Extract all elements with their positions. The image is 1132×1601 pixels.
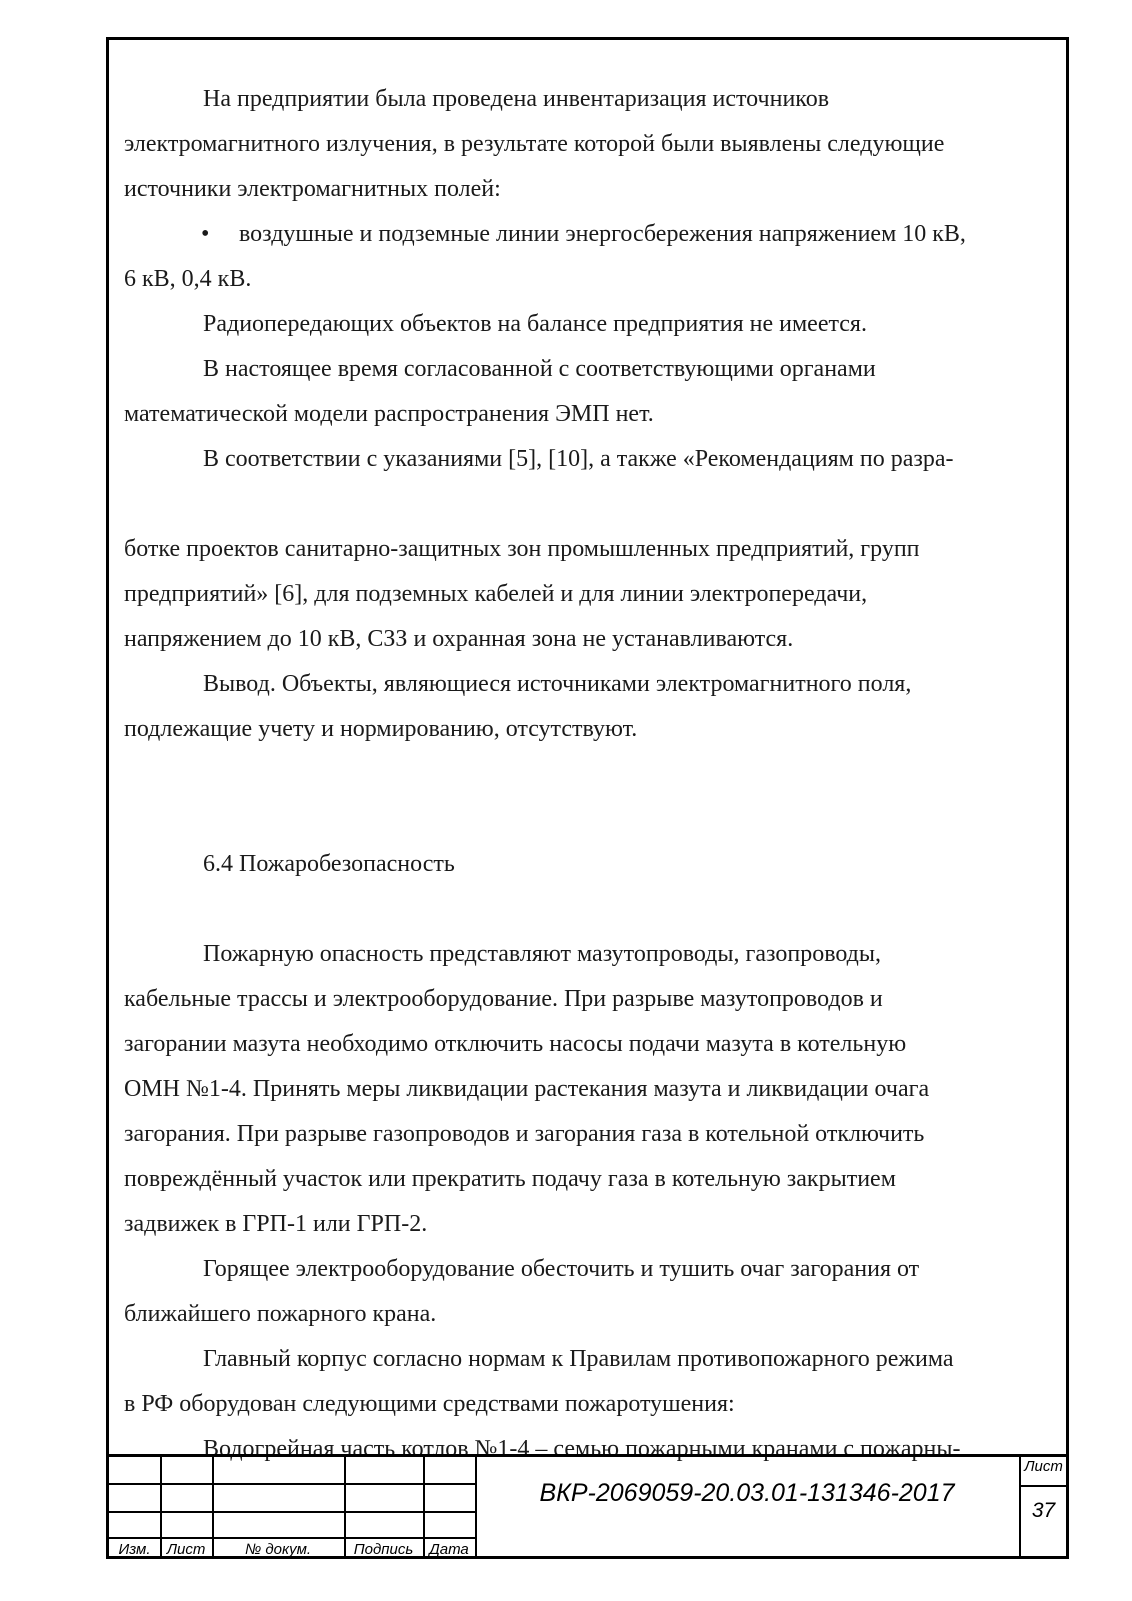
bullet-line: 6 кВ, 0,4 кВ. xyxy=(124,266,252,292)
paragraph-line: математической модели распространения ЭМП нет. xyxy=(124,401,654,427)
paragraph-line: предприятий» [6], для подземных кабелей и для линии электропередачи, xyxy=(124,581,868,607)
paragraph-line: Вывод. Объекты, являющиеся источниками электромагнитного поля, xyxy=(203,671,912,697)
paragraph-line: подлежащие учету и нормированию, отсутствуют. xyxy=(124,716,638,742)
stamp-label-izm: Изм. xyxy=(118,1541,151,1558)
paragraph-line: задвижек в ГРП-1 или ГРП-2. xyxy=(124,1211,428,1237)
stamp-label-list: Лист xyxy=(166,1541,206,1558)
paragraph-line: источники электромагнитных полей: xyxy=(124,176,501,202)
stamp-label-sign: Подпись xyxy=(353,1541,414,1558)
paragraph-line: На предприятии была проведена инвентаризация источников xyxy=(203,86,830,112)
paragraph-line: загорании мазута необходимо отключить насосы подачи мазута в котельную xyxy=(124,1031,907,1057)
title-block xyxy=(109,1454,1066,1559)
bullet-marker: • xyxy=(201,221,210,247)
section-number: 6.4 xyxy=(203,851,233,877)
section-title: Пожаробезопасность xyxy=(239,851,455,877)
paragraph-line: Горящее электрооборудование обесточить и тушить очаг загорания от xyxy=(203,1256,920,1282)
paragraph-line: ботке проектов санитарно-защитных зон промышленных предприятий, групп xyxy=(124,536,920,562)
document-code: ВКР-2069059-20.03.01-131346-2017 xyxy=(539,1479,955,1507)
paragraph-line: повреждённый участок или прекратить подачу газа в котельную закрытием xyxy=(124,1166,896,1192)
bullet-line: воздушные и подземные линии энергосбережения напряжением 10 кВ, xyxy=(239,221,966,247)
paragraph-line: В соответствии с указаниями [5], [10], а также «Рекомендациям по разра- xyxy=(203,446,954,472)
paragraph-line: Пожарную опасность представляют мазутопроводы, газопроводы, xyxy=(203,941,881,967)
section-heading xyxy=(203,849,455,879)
stamp-label-doc: № докум. xyxy=(244,1541,312,1558)
paragraph-line: Главный корпус согласно нормам к Правилам противопожарного режима xyxy=(203,1346,954,1372)
sheet-number: 37 xyxy=(1031,1499,1056,1522)
page-frame xyxy=(106,37,1069,1559)
paragraph-line: электромагнитного излучения, в результате которой были выявлены следующие xyxy=(124,131,945,157)
paragraph-line: напряжением до 10 кВ, СЗЗ и охранная зона не устанавливаются. xyxy=(124,626,794,652)
paragraph-line: в РФ оборудован следующими средствами пожаротушения: xyxy=(124,1391,735,1417)
paragraph-line: Водогрейная часть котлов №1-4 – семью пожарными кранами с пожарны- xyxy=(203,1436,961,1462)
sheet-label: Лист xyxy=(1024,1458,1063,1475)
paragraph-line: ближайшего пожарного крана. xyxy=(124,1301,437,1327)
stamp-label-date: Дата xyxy=(429,1541,469,1558)
paragraph-line: кабельные трассы и электрооборудование. При разрыве мазутопроводов и xyxy=(124,986,883,1012)
paragraph-line: ОМН №1-4. Принять меры ликвидации растекания мазута и ликвидации очага xyxy=(124,1076,930,1102)
paragraph-line: загорания. При разрыве газопроводов и загорания газа в котельной отключить xyxy=(124,1121,925,1147)
paragraph-line: В настоящее время согласованной с соответствующими органами xyxy=(203,356,876,382)
paragraph-line: Радиопередающих объектов на балансе предприятия не имеется. xyxy=(203,311,867,337)
